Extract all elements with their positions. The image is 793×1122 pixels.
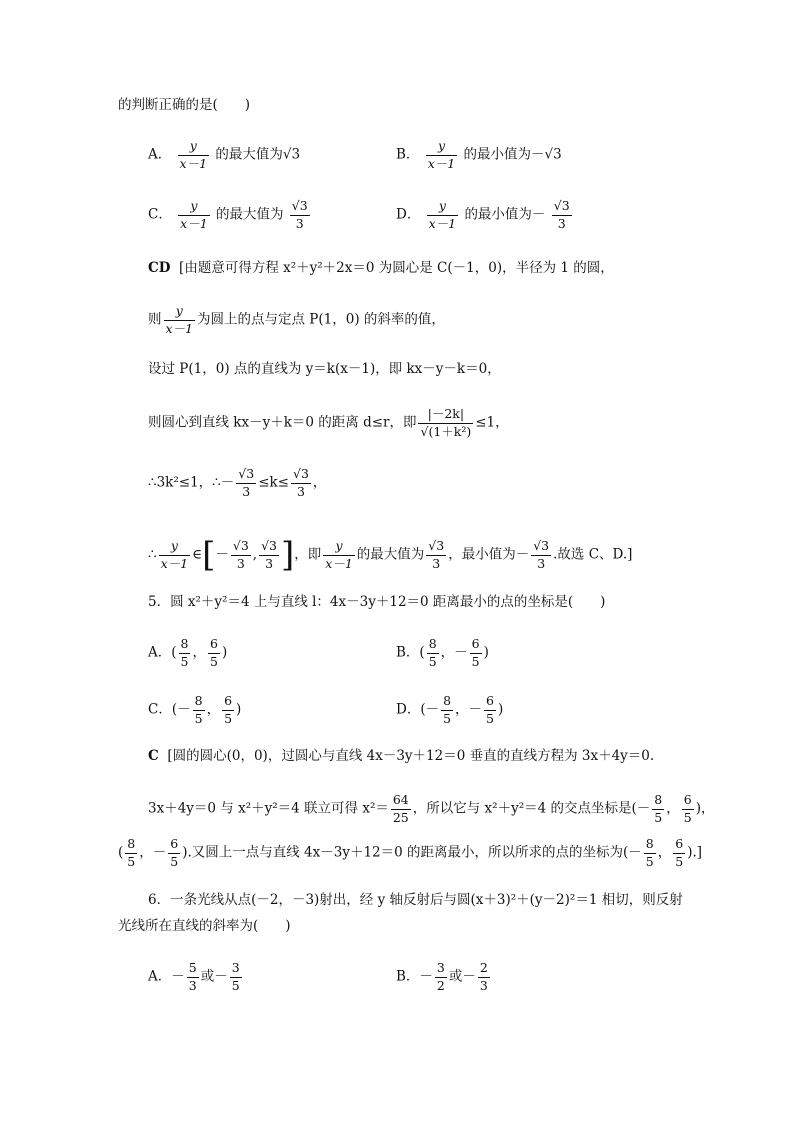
q4-option-b xyxy=(396,140,562,170)
q6-option-b: B．－ $\frac{3}{2}$ 或－ $\frac{2}{3}$ xyxy=(396,960,488,993)
solution-text: [由题意可得方程 x²＋y²＋2x＝0 为圆心是 C(－1，0)，半径为 1 的圆， xyxy=(179,260,614,276)
fraction: $\frac{|-2k|}{\text{√(1＋k²)}}$ xyxy=(420,406,472,439)
fraction: $\frac{√3}{3}$ xyxy=(428,538,445,571)
fraction: $\frac{6}{5}$ xyxy=(675,836,684,869)
fraction: $\frac{2}{3}$ xyxy=(479,960,488,993)
q4-solution-line-5: ∴3k²≤1，∴－ $\frac{√3}{3}$ ≤k≤ $\frac{√3}{3}$ ， xyxy=(148,466,327,499)
option-label: A． xyxy=(148,146,172,163)
fraction: $\frac{8}{5}$ xyxy=(127,836,136,869)
fraction: $\frac{√3}{3}$ xyxy=(261,538,278,571)
fraction: $\frac{6}{5}$ xyxy=(170,836,179,869)
fraction: $\frac{y}{x-1}$ xyxy=(427,138,456,171)
q4-solution-line-6: ∴ $\frac{y}{x-1}$ ∈[－ $\frac{√3}{3}$ , $\frac{√3}{3}$ ]，即 $\frac{y}{x-1}$ 的最大值为 $\frac{√3}{3}$ ，最小值为－ $\frac{√3}{3}$ .故选 C、D.] xyxy=(148,535,633,575)
q4-solution-line-1 xyxy=(148,258,614,278)
fraction: $\frac{y}{x-1}$ xyxy=(180,198,208,231)
fraction: $\frac{√3}{3}$ xyxy=(291,198,308,231)
q5-option-c: C．(－ $\frac{8}{5}$ ， $\frac{6}{5}$ ) xyxy=(148,693,242,726)
fraction: $\frac{y}{x-1}$ xyxy=(165,303,194,336)
option-text: 的最小值为－ xyxy=(464,206,546,223)
fraction: $\frac{3}{5}$ xyxy=(231,960,240,993)
q4-option-d xyxy=(396,200,574,230)
q5-solution-line-2: 3x＋4y＝0 与 x²＋y²＝4 联立可得 x²＝ $\frac{64}{25}$ ，所以它与 x²＋y²＝4 的交点坐标是(－ $\frac{8}{5}$ ， $\frac{6}{5}$ )， xyxy=(148,792,715,825)
option-label: D． xyxy=(396,206,421,223)
fraction: $\frac{y}{x-1}$ xyxy=(428,198,457,231)
answer-key: C xyxy=(148,748,159,764)
q5-option-b: B．( $\frac{8}{5}$ ，－ $\frac{6}{5}$ ) xyxy=(396,636,489,669)
fraction: $\frac{√3}{3}$ xyxy=(232,538,249,571)
fraction: $\frac{3}{2}$ xyxy=(436,960,445,993)
fraction: $\frac{y}{x-1}$ xyxy=(179,138,208,171)
fraction: $\frac{6}{5}$ xyxy=(683,792,692,825)
q4-solution-line-4: 则圆心到直线 kx－y＋k＝0 的距离 d≤r，即 $\frac{|-2k|}{\text{√(1＋k²)}}$ ≤1， xyxy=(148,406,509,439)
solution-text: [圆的圆心(0，0)，过圆心与直线 4x－3y＋12＝0 垂直的直线方程为 3x＋4y＝0. xyxy=(167,748,655,764)
fraction: $\frac{√3}{3}$ xyxy=(533,538,550,571)
q5-option-d: D．(－ $\frac{8}{5}$ ，－ $\frac{6}{5}$ ) xyxy=(396,693,504,726)
fraction: $\frac{6}{5}$ xyxy=(471,636,480,669)
fraction: $\frac{y}{x-1}$ xyxy=(325,538,353,571)
fraction: $\frac{6}{5}$ xyxy=(209,636,218,669)
option-label: B． xyxy=(396,146,420,163)
q6-stem-line-1: 6．一条光线从点(－2，－3)射出，经 y 轴反射后与圆(x＋3)²＋(y－2)²＝1 相切，则反射 xyxy=(148,892,683,908)
fraction: $\frac{8}{5}$ xyxy=(645,836,654,869)
option-label: C． xyxy=(148,206,172,223)
right-bracket: ] xyxy=(281,535,295,575)
fraction: $\frac{6}{5}$ xyxy=(486,693,494,726)
q5-solution-line-1 xyxy=(148,746,654,766)
fraction: $\frac{√3}{3}$ xyxy=(238,466,255,499)
fraction: $\frac{8}{5}$ xyxy=(194,693,203,726)
option-text: 的最大值为 xyxy=(215,206,284,223)
fraction: $\frac{8}{5}$ xyxy=(180,636,189,669)
fraction: $\frac{5}{3}$ xyxy=(188,960,197,993)
q6-stem-line-2: 光线所在直线的斜率为( ) xyxy=(118,918,291,934)
fraction: $\frac{6}{5}$ xyxy=(224,693,233,726)
q6-option-a: A．－ $\frac{5}{3}$ 或－ $\frac{3}{5}$ xyxy=(148,960,240,993)
fraction: $\frac{8}{5}$ xyxy=(428,636,437,669)
q4-stem-tail: 的判断正确的是( ) xyxy=(118,97,251,113)
answer-key: CD xyxy=(148,260,171,276)
fraction: $\frac{√3}{3}$ xyxy=(293,466,309,499)
fraction: $\frac{8}{5}$ xyxy=(443,693,452,726)
q5-stem: 5．圆 x²＋y²＝4 上与直线 l：4x－3y＋12＝0 距离最小的点的坐标是( ) xyxy=(148,594,606,610)
q4-option-c xyxy=(148,200,312,230)
fraction: $\frac{8}{5}$ xyxy=(654,792,663,825)
q4-option-a xyxy=(148,140,300,170)
option-text: 的最大值为√3 xyxy=(215,146,301,163)
option-text: 的最小值为－√3 xyxy=(463,146,562,163)
fraction: $\frac{y}{x-1}$ xyxy=(160,538,189,571)
q4-solution-line-3: 设过 P(1，0) 点的直线为 y＝k(x－1)，即 kx－y－k＝0， xyxy=(148,361,501,377)
left-bracket: [ xyxy=(202,535,216,575)
fraction: $\frac{64}{25}$ xyxy=(392,792,409,825)
q4-solution-line-2: 则 $\frac{y}{x-1}$ 为圆上的点与定点 P(1，0) 的斜率的值， xyxy=(148,303,445,336)
q5-solution-line-3: ( $\frac{8}{5}$ ，－ $\frac{6}{5}$ ).又圆上一点与直线 4x－3y＋12＝0 的距离最小，所以所求的点的坐标为(－ $\frac{8}{5}$ ， $\frac{6}{5}$ ).] xyxy=(118,836,703,869)
fraction: $\frac{√3}{3}$ xyxy=(553,198,570,231)
q5-option-a: A．( $\frac{8}{5}$ ， $\frac{6}{5}$ ) xyxy=(148,636,228,669)
